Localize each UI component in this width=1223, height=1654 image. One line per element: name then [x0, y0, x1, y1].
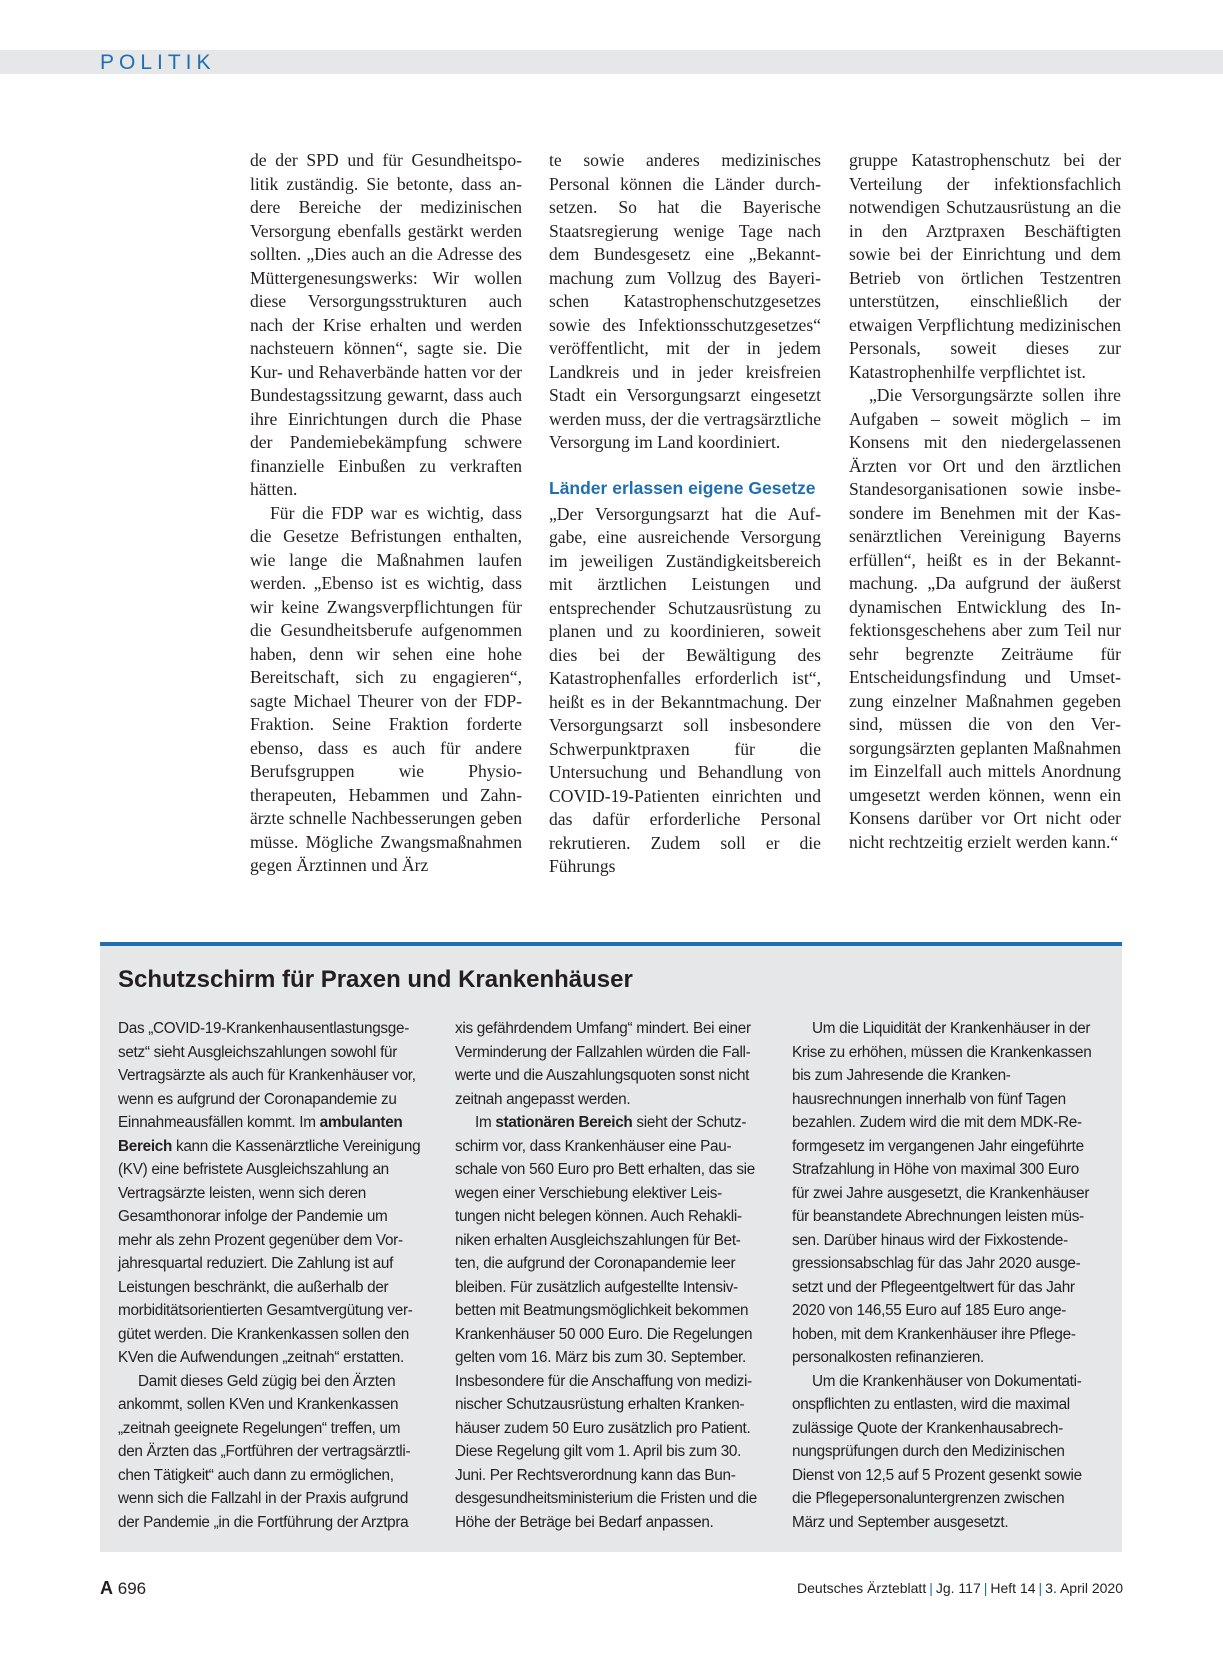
text-run: kann die Kassenärztliche Vereinigung (KV) eine befristete Ausgleichszahlung an Vertragsärzte leisten, wenn sich deren Gesamthonorar infolge der Pandemie um mehr als zehn Prozent gegenüber dem Vorjahresquartal reduziert. Die Zahlung ist auf Leistungen beschränkt, die außerhalb der morbiditätsorientierten Gesamtvergütung vergütet werden. Die Krankenkassen sollen den KVen die Aufwendungen „zeitnah“ erstatten. [118, 1137, 421, 1366]
paragraph: Für die FDP war es wichtig, dass die Gesetze Befristungen enthalten, wie lange die Maßnahmen laufen werden. „Ebenso ist es wichtig, dass wir keine Zwangsverpflichtungen für die Gesundheitsberufe aufgenommen haben, denn wir sehen eine hohe Bereitschaft, sich zu engagieren“, sagte Michael Theurer von der FDP-Fraktion. Seine Fraktion forderte ebenso, dass es auch für andere Berufsgruppen wie Physiotherapeuten, Hebammen und Zahnärzte schnelle Nachbesserungen geben müsse. Mögliche Zwangsmaßnahmen gegen Ärztinnen und Ärz [250, 502, 522, 875]
info-box-column-3 [792, 1017, 1096, 1534]
section-label: POLITIK [100, 51, 216, 74]
paragraph: „Der Versorgungsarzt hat die Aufgabe, eine ausreichende Versorgung im jeweiligen Zuständigkeitsbereich mit ärztlichen Leistungen und entsprechender Schutzausrüstung zu planen und zu koordinieren, soweit dies bei der Bewältigung des Katastrophenfalles erforderlich ist“, heißt es in der Bekanntmachung. Der Versorgungsarzt soll insbesondere Schwerpunktpraxen für die Untersuchung und Behandlung von COVID-19-Patienten einrichten und das dafür erforderliche Personal rekrutieren. Zudem soll er die Führungs [549, 503, 821, 876]
info-box [100, 942, 1122, 1552]
paragraph: te sowie anderes medizinisches Personal können die Länder durchsetzen. So hat die Bayerische Staatsregierung wenige Tage nach dem Bundesgesetz eine „Bekanntmachung zum Vollzug des Bayerischen Katastrophenschutzgesetzes sowie des Infektionsschutzgesetzes“ veröffentlicht, mit der in jedem Landkreis und in jeder kreisfreien Stadt ein Versorgungsarzt eingesetzt werden muss, der die vertragsärztliche Versorgung im Land koordiniert. [549, 150, 821, 452]
info-box-column-1 [118, 1017, 422, 1534]
separator: | [929, 1580, 933, 1596]
article-column-1 [250, 149, 522, 878]
paragraph: gruppe Katastrophenschutz bei der Verteilung der infektionsfachlich notwendigen Schutzausrüstung an die in den Arztpraxen Beschäftigten sowie bei der Einrichtung und dem Betrieb von örtlichen Testzentren unterstützen, einschließlich der etwaigen Verpflichtung medizinischen Personals, soweit dieses zur Katastrophenhilfe verpflichtet ist. [849, 150, 1121, 382]
journal-volume: Jg. 117 [935, 1580, 981, 1596]
info-box-title: Schutzschirm für Praxen und Krankenhäuser [118, 966, 633, 993]
paragraph [118, 1017, 422, 1370]
journal-name: Deutsches Ärzteblatt [797, 1580, 927, 1596]
paragraph: Um die Liquidität der Krankenhäuser in der Krise zu erhöhen, müssen die Krankenkassen bis zum Jahresende die Krankenhausrechnungen innerhalb von fünf Tagen bezahlen. Zudem wird die mit dem MDK-Reformgesetz im vergangenen Jahr eingeführte Strafzahlung in Höhe von maximal 300 Euro für zwei Jahre ausgesetzt, die Krankenhäuser für beanstandete Abrechnungen leisten müssen. Darüber hinaus wird der Fixkostendegressionsabschlag für das Jahr 2020 ausgesetzt und der Pflegeentgeltwert für das Jahr 2020 von 146,55 Euro auf 185 Euro angehoben, mit dem Krankenhäuser ihre Pflegepersonalkosten refinanzieren. [792, 1020, 1092, 1366]
separator: | [1038, 1580, 1043, 1596]
journal-date: 3. April 2020 [1045, 1580, 1123, 1596]
separator: | [983, 1580, 988, 1596]
paragraph [455, 1111, 759, 1534]
page-prefix: A [100, 1578, 113, 1598]
emphasis: stationären Bereich [495, 1114, 633, 1131]
subheading: Länder erlassen eigene Gesetze [549, 477, 816, 498]
text-run: sieht der Schutzschirm vor, dass Krankenhäuser eine Pauschale von 560 Euro pro Bett erhalten, das sie wegen einer Verschiebung elektiver Leistungen nicht belegen können. Auch Rehakliniken erhalten Ausgleichszahlungen für Betten, die aufgrund der Coronapandemie leer bleiben. Für zusätzlich aufgestellte Intensivbetten mit Beatmungsmöglichkeit bekommen Krankenhäuser 50 000 Euro. Die Regelungen gelten vom 16. März bis zum 30. September. Insbesondere für die Anschaffung von medizinischer Schutzausrüstung erhalten Krankenhäuser zudem 50 Euro zusätzlich pro Patient. Diese Regelung gilt vom 1. April bis zum 30. Juni. Per Rechtsverordnung kann das Bundesgesundheitsministerium die Fristen und die Höhe der Beträge bei Bedarf anpassen. [455, 1114, 757, 1531]
info-box-column-2 [455, 1017, 759, 1534]
emphasis: ambulanten Bereich [118, 1114, 403, 1155]
paragraph: Um die Krankenhäuser von Dokumentationspflichten zu entlasten, wird die maximal zulässige Quote der Krankenhausabrechnungsprüfungen durch den Medizinischen Dienst von 12,5 auf 5 Prozent gesenkt sowie die Pflegepersonaluntergrenzen zwischen März und September ausgesetzt. [792, 1372, 1082, 1531]
journal-issue: Heft 14 [990, 1580, 1036, 1596]
paragraph: de der SPD und für Gesundheitspolitik zuständig. Sie betonte, dass andere Bereiche der medizinischen Versorgung ebenfalls gestärkt werden sollten. „Dies auch an die Adresse des Müttergenesungswerks: Wir wollen diese Versorgungsstrukturen auch nach der Krise erhalten und werden nachsteuern können“, sagte sie. Die Kur- und Rehaverbände hatten vor der Bundestagssitzung gewarnt, dass auch ihre Einrichtungen durch die Phase der Pandemiebekämpfung schwere finanzielle Einbußen zu verkraften hätten. [250, 150, 522, 499]
article-column-3 [849, 149, 1121, 854]
text-run: Das „COVID-19-Krankenhausentlastungsgesetz“ sieht Ausgleichszahlungen sowohl für Vertragsärzte als auch für Krankenhäuser vor, wenn es aufgrund der Coronapandemie zu Einnahmeausfällen kommt. Im [118, 1020, 416, 1131]
paragraph: „Die Versorgungsärzte sollen ihre Aufgaben – soweit möglich – im Konsens mit den niedergelassenen Ärzten vor Ort und den ärztlichen Standesorganisationen sowie insbesondere im Benehmen mit der Kassenärztlichen Vereinigung Bayerns erfüllen“, heißt es in der Bekanntmachung. „Da aufgrund der äußerst dynamischen Entwicklung des Infektionsgeschehens aber zum Teil nur sehr begrenzte Zeiträume für Entscheidungsfindung und Umsetzung einzelner Maßnahmen gegeben sind, müssen die von den Versorgungsärzten geplanten Maßnahmen im Einzelfall auch mittels Anordnung umgesetzt werden können, wenn ein Konsens darüber vor Ort nicht oder nicht rechtzeitig erzielt werden kann.“ [849, 385, 1121, 852]
page-number-value: 696 [117, 1579, 147, 1598]
article-column-2 [549, 149, 821, 879]
text-run: Im [475, 1114, 496, 1131]
journal-info [797, 1580, 1123, 1596]
paragraph: Damit dieses Geld zügig bei den Ärzten ankommt, sollen KVen und Krankenkassen „zeitnah geeignete Regelungen“ treffen, um den Ärzten das „Fortführen der vertragsärztlichen Tätigkeit“ auch dann zu ermöglichen, wenn sich die Fallzahl in der Praxis aufgrund der Pandemie „in die Fortführung der Arztpra [118, 1372, 411, 1531]
page-number [100, 1578, 146, 1599]
paragraph: xis gefährdendem Umfang“ mindert. Bei einer Verminderung der Fallzahlen würden die Fallwerte und die Auszahlungsquoten sonst nicht zeitnah angepasst werden. [455, 1020, 751, 1108]
